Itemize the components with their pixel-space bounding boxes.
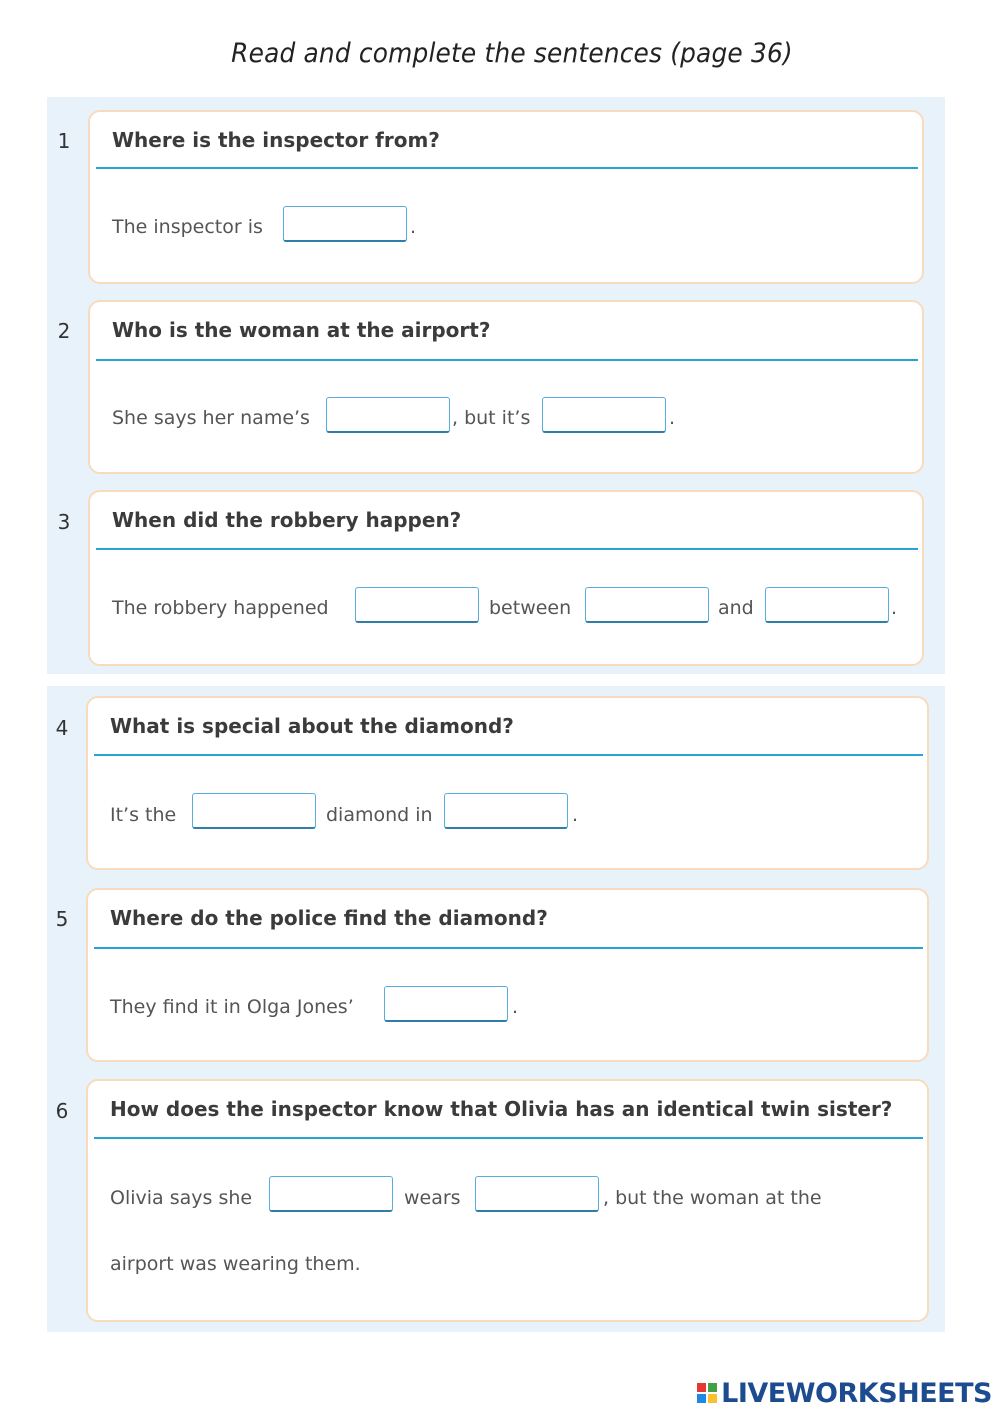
answer-input-2a[interactable] — [326, 397, 450, 433]
liveworksheets-logo — [697, 1376, 992, 1410]
answer-input-1[interactable] — [283, 206, 407, 242]
answer-text: She says her name’s — [112, 407, 310, 429]
answer-text: , but it’s — [452, 407, 531, 429]
divider — [94, 754, 923, 756]
question-text: Who is the woman at the airport? — [112, 318, 491, 342]
answer-input-6b[interactable] — [475, 1176, 599, 1212]
question-card-2 — [88, 300, 924, 474]
answer-input-2b[interactable] — [542, 397, 666, 433]
question-card-3 — [88, 490, 924, 666]
answer-text: They find it in Olga Jones’ — [110, 996, 354, 1018]
divider — [96, 167, 918, 169]
answer-input-3c[interactable] — [765, 587, 889, 623]
question-number: 5 — [55, 907, 69, 931]
question-text: When did the robbery happen? — [112, 508, 462, 532]
answer-text: diamond in — [326, 804, 433, 826]
answer-text: . — [512, 996, 519, 1018]
answer-input-3a[interactable] — [355, 587, 479, 623]
logo-squares-icon — [697, 1383, 717, 1403]
answer-input-6a[interactable] — [269, 1176, 393, 1212]
question-card-1 — [88, 110, 924, 284]
answer-text: The inspector is — [112, 216, 263, 238]
logo-text: LIVEWORKSHEETS — [721, 1377, 992, 1409]
question-card-5 — [86, 888, 929, 1062]
logo-square — [708, 1383, 717, 1392]
divider — [94, 947, 923, 949]
logo-square — [708, 1394, 717, 1403]
logo-square — [697, 1383, 706, 1392]
answer-text: . — [891, 597, 898, 619]
answer-text: , but the woman at the — [603, 1187, 822, 1209]
question-text: Where is the inspector from? — [112, 128, 440, 152]
divider — [96, 548, 918, 550]
answer-input-4b[interactable] — [444, 793, 568, 829]
answer-input-5[interactable] — [384, 986, 508, 1022]
question-number: 6 — [55, 1099, 69, 1123]
question-number: 4 — [55, 716, 69, 740]
question-card-6 — [86, 1079, 929, 1322]
question-card-4 — [86, 696, 929, 870]
answer-input-4a[interactable] — [192, 793, 316, 829]
divider — [96, 359, 918, 361]
answer-text: The robbery happened — [112, 597, 329, 619]
question-number: 2 — [57, 319, 71, 343]
answer-text: . — [572, 804, 579, 826]
answer-text: airport was wearing them. — [110, 1253, 361, 1275]
question-text: How does the inspector know that Olivia has an identical twin sister? — [110, 1097, 893, 1121]
question-number: 1 — [57, 129, 71, 153]
question-text: Where do the police find the diamond? — [110, 906, 548, 930]
page-title: Read and complete the sentences (page 36) — [231, 38, 793, 69]
answer-text: . — [669, 407, 676, 429]
question-number: 3 — [57, 510, 71, 534]
answer-text: and — [718, 597, 754, 619]
answer-input-3b[interactable] — [585, 587, 709, 623]
answer-text: Olivia says she — [110, 1187, 253, 1209]
divider — [94, 1137, 923, 1139]
question-text: What is special about the diamond? — [110, 714, 514, 738]
answer-text: It’s the — [110, 804, 177, 826]
answer-text: wears — [404, 1187, 461, 1209]
answer-text: . — [410, 216, 417, 238]
logo-square — [697, 1394, 706, 1403]
answer-text: between — [489, 597, 572, 619]
